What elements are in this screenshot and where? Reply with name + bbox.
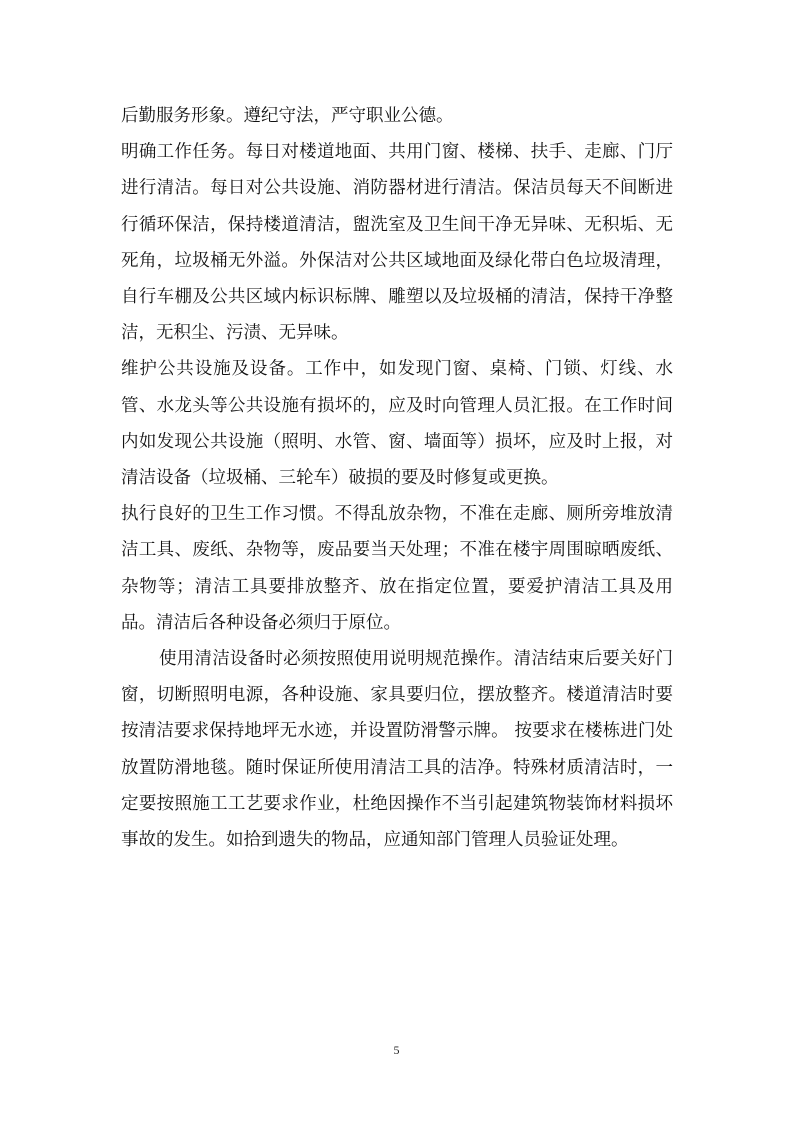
body-text <box>121 98 673 858</box>
paragraph-equipment-usage: 使用清洁设备时必须按照使用说明规范操作。清洁结束后要关好门窗，切断照明电源，各种设施、家具要归位，摆放整齐。楼道清洁时要按清洁要求保持地坪无水迹，并设置防滑警示牌。 按要求在楼栋进门处放置防滑地毯。随时保证所使用清洁工具的洁净。特殊材质清洁时，一定要按照施工工艺要求作业，杜绝因操作不当引起建筑物装饰材料损坏事故的发生。如拾到遗失的物品，应通知部门管理人员验证处理。 <box>121 649 673 851</box>
paragraph-facility-maintenance: 维护公共设施及设备。工作中，如发现门窗、桌椅、门锁、灯线、水管、水龙头等公共设施有损坏的，应及时向管理人员汇报。在工作时间内如发现公共设施（照明、水管、窗、墙面等）损坏，应及时上报，对清洁设备（垃圾桶、三轮车）破损的要及时修复或更换。 <box>121 359 673 489</box>
paragraph-service-image: 后勤服务形象。遵纪守法，严守职业公德。 <box>121 106 454 126</box>
paragraph-hygiene-habits: 执行良好的卫生工作习惯。不得乱放杂物，不准在走廊、厕所旁堆放清洁工具、废纸、杂物等，废品要当天处理；不准在楼宇周围晾晒废纸、杂物等；清洁工具要排放整齐、放在指定位置，要爱护清洁工具及用品。清洁后各种设备必须归于原位。 <box>121 504 673 633</box>
page-number: 5 <box>393 1043 400 1057</box>
paragraph-work-tasks: 明确工作任务。每日对楼道地面、共用门窗、楼梯、扶手、走廊、门厅进行清洁。每日对公共设施、消防器材进行清洁。保洁员每天不间断进行循环保洁，保持楼道清洁，盥洗室及卫生间干净无异味、无积垢、无死角，垃圾桶无外溢。外保洁对公共区域地面及绿化带白色垃圾清理，自行车棚及公共区域内标识标牌、雕塑以及垃圾桶的清洁，保持干净整洁，无积尘、污渍、无异味。 <box>121 142 673 344</box>
